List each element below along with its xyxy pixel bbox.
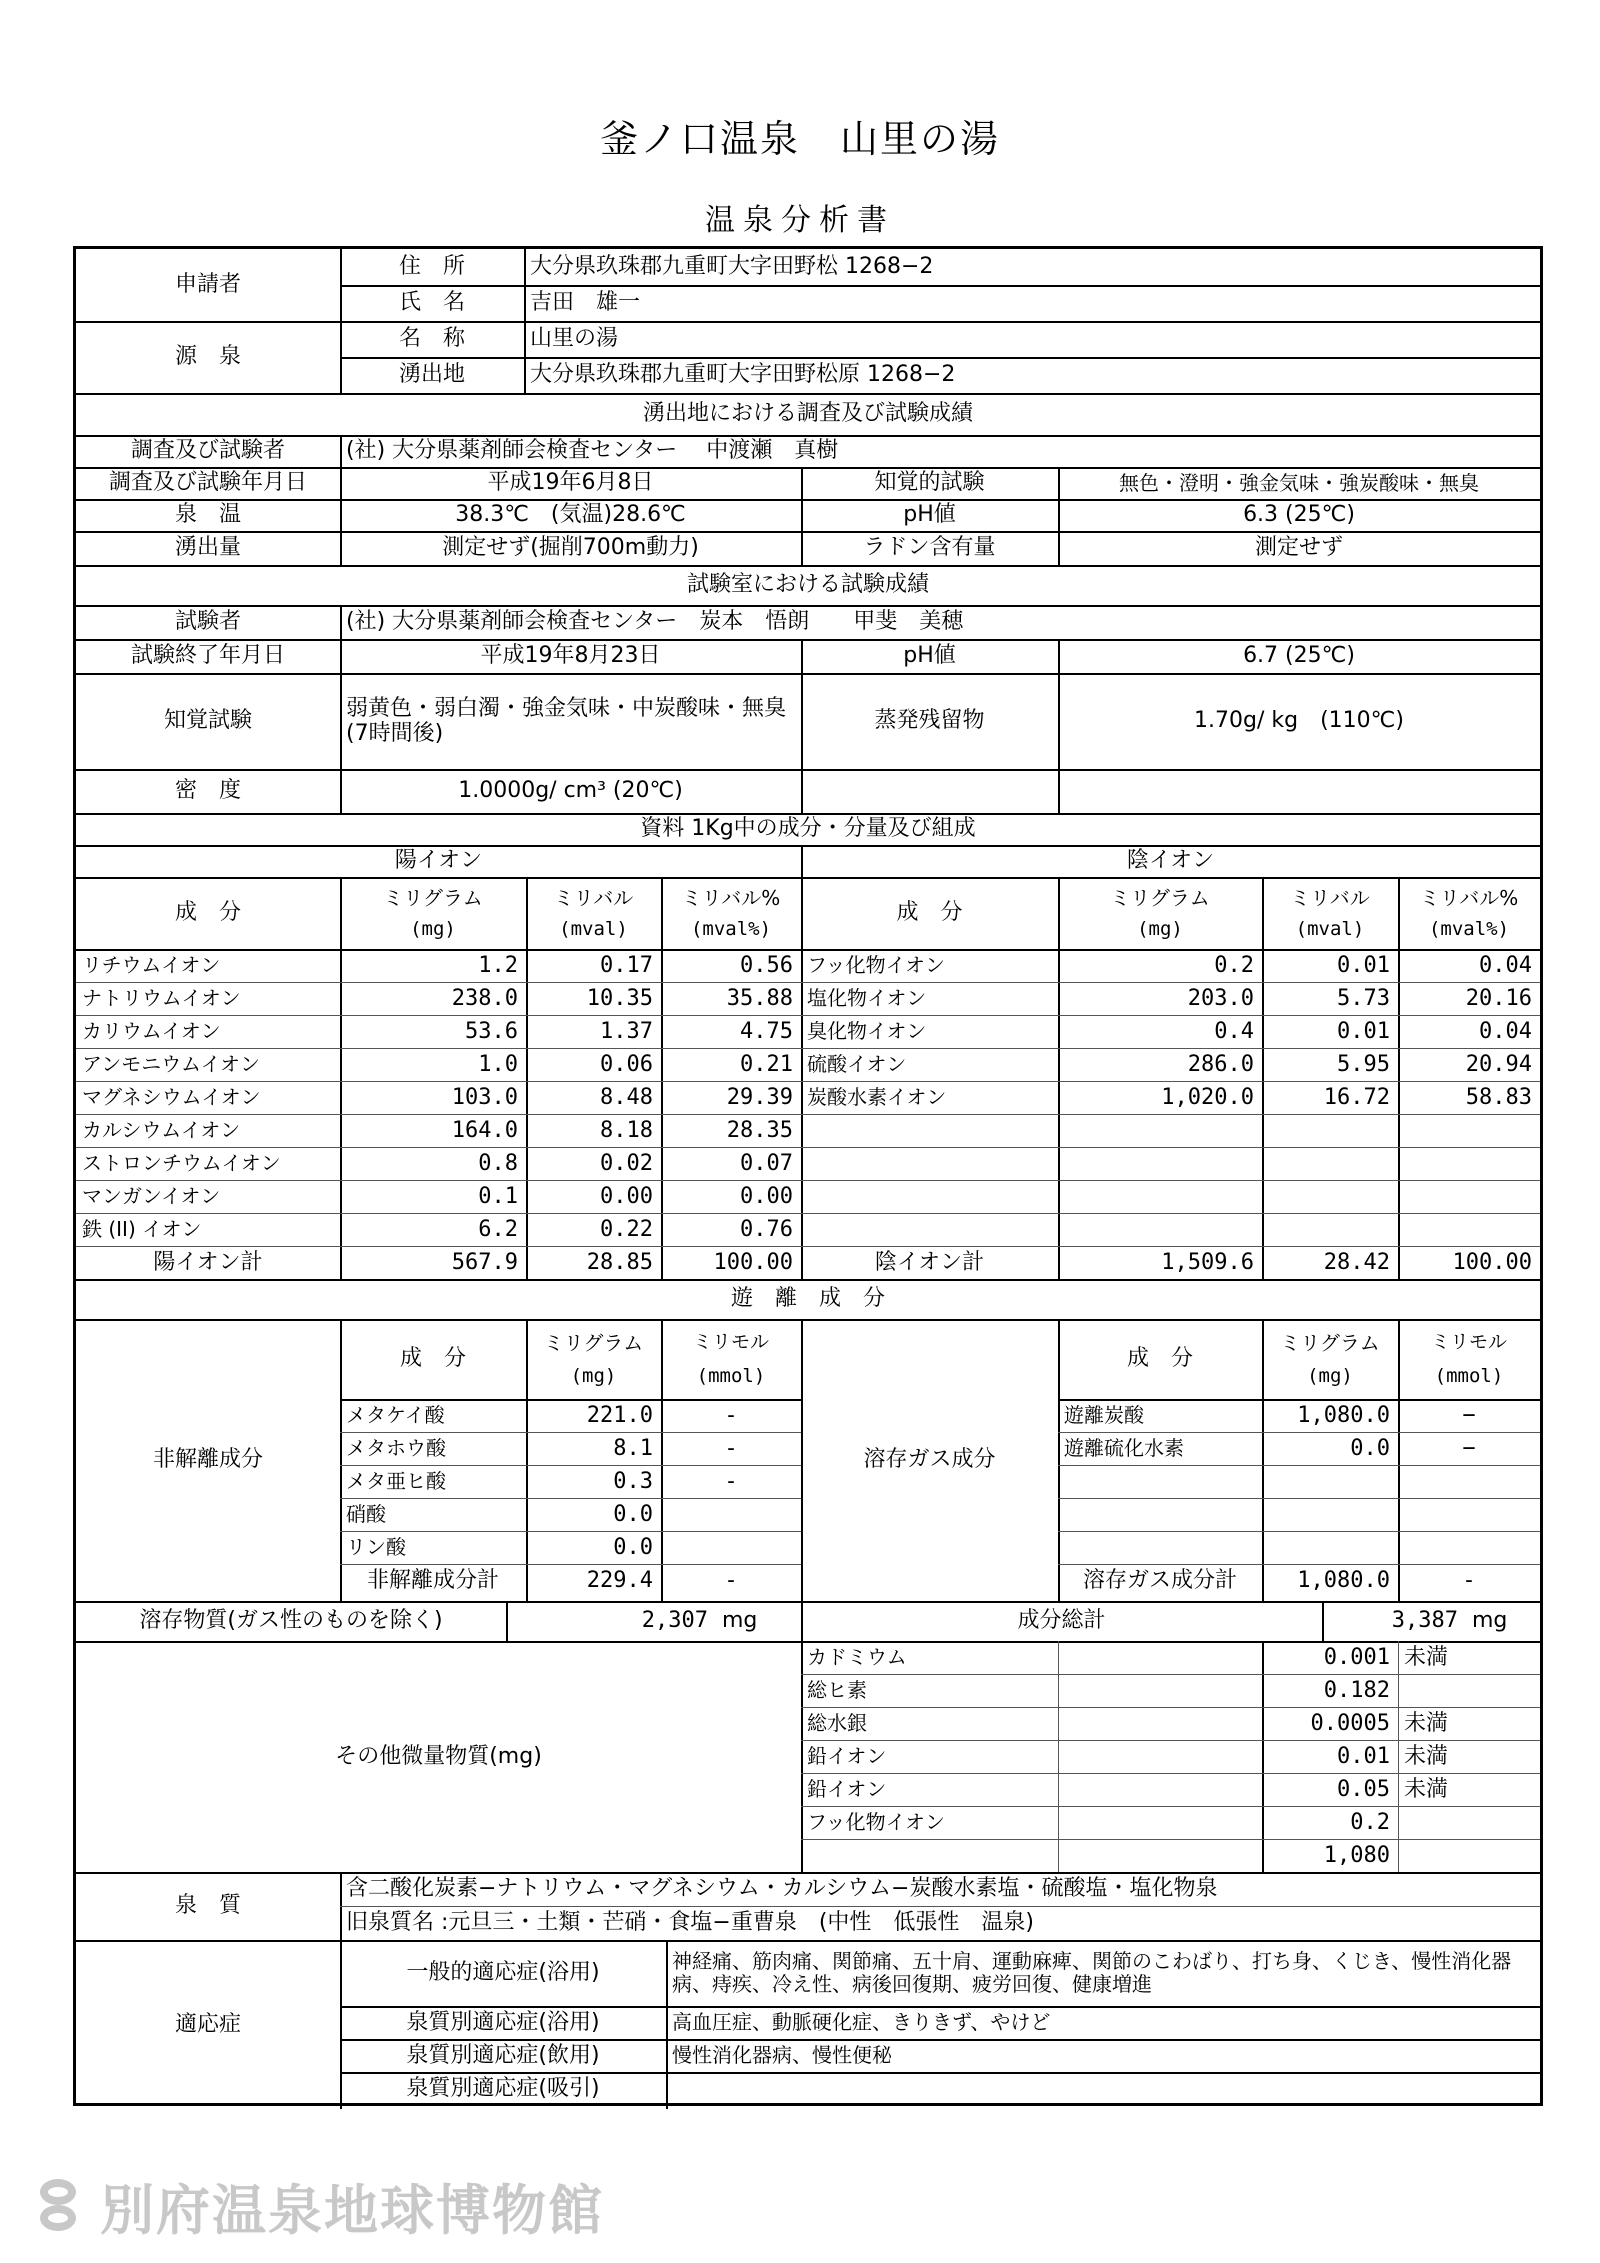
dissolved-solids-value: 2,307 <box>641 1608 708 1634</box>
ion-unit-header: ミリバル% <box>681 885 781 910</box>
cation-mg: 1.2 <box>478 952 518 978</box>
field-sense-value: 無色・澄明・強金気味・強炭酸味・無臭 <box>1119 470 1479 495</box>
lab-ph-label: pH値 <box>903 643 956 669</box>
document-subtitle: 温泉分析書 <box>705 203 895 238</box>
anion-mval: 5.73 <box>1337 985 1390 1011</box>
cation-title: 陽イオン <box>394 848 483 874</box>
field-examiner-value: (社) 大分県薬剤師会検査センター 中渡瀬 真樹 <box>346 438 839 464</box>
ion-unit-header: ミリグラム <box>383 885 483 910</box>
anion-mg: 203.0 <box>1187 985 1254 1011</box>
nondiss-mg: 0.3 <box>613 1468 653 1494</box>
anion-mval-percent: 20.94 <box>1465 1051 1532 1077</box>
spring-quality-line1: 含二酸化炭素−ナトリウム・マグネシウム・カルシウム−炭酸水素塩・硫酸塩・塩化物泉 <box>346 1876 1218 1902</box>
nondiss-name: メタケイ酸 <box>346 1403 445 1427</box>
cation-mg: 238.0 <box>451 985 518 1011</box>
gas-mmol: − <box>1462 1435 1476 1461</box>
source-location-label: 湧出地 <box>398 362 465 388</box>
gas-mg-unit: (mg) <box>1307 1365 1353 1388</box>
lab-section-title: 試験室における試験成績 <box>686 572 929 598</box>
anion-mg: 1,020.0 <box>1161 1084 1254 1110</box>
cation-mval: 0.06 <box>600 1051 653 1077</box>
nondiss-name: リン酸 <box>346 1535 406 1559</box>
trace-item-name <box>801 1839 1058 1872</box>
watermark-text: 別府温泉地球博物館 <box>100 2179 604 2242</box>
nondiss-mg: 0.0 <box>613 1501 653 1527</box>
cation-mval-percent: 0.21 <box>740 1051 793 1077</box>
gas-total-label: 溶存ガス成分計 <box>1082 1567 1237 1593</box>
name-label: 氏 名 <box>398 290 465 316</box>
field-temp-value: 38.3℃ (気温)28.6℃ <box>455 502 686 528</box>
field-ph-value: 6.3 (25℃) <box>1243 502 1355 528</box>
rule <box>1058 1498 1540 1499</box>
anion-mval: 28.42 <box>1323 1249 1390 1275</box>
indication-text: 神経痛、筋肉痛、関節痛、五十肩、運動麻痺、関節のこわばり、打ち身、くじき、慢性消化器病、痔疾、冷え性、病後回復期、疲労回復、健康増進 <box>672 1949 1512 1996</box>
cation-mval: 1.37 <box>600 1018 653 1044</box>
dissolved-gas-label: 溶存ガス成分 <box>863 1447 996 1473</box>
anion-component-header: 成 分 <box>896 900 963 926</box>
ion-unit-header: ミリバル <box>1290 885 1370 910</box>
lab-residue-label: 蒸発残留物 <box>874 708 985 734</box>
cation-mg: 0.1 <box>478 1183 518 1209</box>
cation-mval-percent: 0.76 <box>740 1216 793 1242</box>
field-sense-label: 知覚的試験 <box>874 470 985 496</box>
ion-unit-header: ミリグラム <box>1110 885 1210 910</box>
ion-unit-sub: (mg) <box>1137 918 1183 941</box>
indication-text <box>666 2072 1540 2106</box>
cation-mval-percent: 4.75 <box>740 1018 793 1044</box>
trace-item-note <box>1398 1674 1540 1707</box>
cation-name: マンガンイオン <box>82 1184 221 1208</box>
field-ph-label: pH値 <box>903 502 956 528</box>
anion-name: 炭酸水素イオン <box>807 1085 947 1109</box>
ion-unit-header: ミリバル <box>553 885 634 910</box>
anion-name: 臭化物イオン <box>807 1019 927 1043</box>
address-value: 大分県玖珠郡九重町大字田野松 1268−2 <box>530 254 934 280</box>
cation-mval: 10.35 <box>586 985 653 1011</box>
trace-item-name: 鉛イオン <box>807 1777 887 1801</box>
cation-mval-percent: 100.00 <box>713 1249 793 1275</box>
trace-item-value: 1,080 <box>1323 1842 1390 1868</box>
trace-item-note: 未満 <box>1404 1776 1449 1802</box>
spring-quality-label: 泉 質 <box>174 1893 241 1919</box>
anion-name: 硫酸イオン <box>807 1052 907 1076</box>
rule <box>1058 1641 1059 1872</box>
spring-quality-line2: 旧泉質名 :元旦三・土類・芒硝・食塩−重曹泉 (中性 低張性 温泉) <box>346 1910 1035 1936</box>
free-section-title: 遊 離 成 分 <box>730 1286 885 1312</box>
nondiss-mmol: - <box>724 1468 738 1494</box>
lab-sense-value: 弱黄色・弱白濁・強金気味・中炭酸味・無臭(7時間後) <box>346 695 787 746</box>
trace-item-name: カドミウム <box>807 1645 907 1669</box>
cation-mval-percent: 35.88 <box>726 985 793 1011</box>
cation-mg: 164.0 <box>451 1117 518 1143</box>
total-components-unit: mg <box>1472 1608 1508 1634</box>
anion-mval: 16.72 <box>1323 1084 1390 1110</box>
trace-item-value: 0.2 <box>1350 1809 1390 1835</box>
lab-residue-value: 1.70g/ kg (110℃) <box>1194 708 1404 734</box>
gas-mmol: − <box>1462 1402 1476 1428</box>
trace-item-note: 未満 <box>1404 1644 1449 1670</box>
anion-mval: 0.01 <box>1337 1018 1390 1044</box>
nondiss-name: 硝酸 <box>346 1502 386 1526</box>
total-components-value: 3,387 <box>1391 1608 1458 1634</box>
anion-mg: 0.2 <box>1214 952 1254 978</box>
lab-density-label: 密 度 <box>174 778 241 804</box>
cation-name: ナトリウムイオン <box>82 986 241 1010</box>
nondiss-mg: 229.4 <box>586 1567 653 1593</box>
cation-total-label: 陽イオン計 <box>153 1249 263 1275</box>
indication-type: 泉質別適応症(吸引) <box>406 2076 600 2102</box>
gas-mg: 1,080.0 <box>1297 1567 1390 1593</box>
field-flow-value: 測定せず(掘削700m動力) <box>442 535 699 561</box>
rule <box>1058 1465 1540 1466</box>
cation-mval: 0.22 <box>600 1216 653 1242</box>
trace-item-note <box>1398 1839 1540 1872</box>
indication-text: 慢性消化器病、慢性便秘 <box>672 2043 892 2067</box>
cation-mval-percent: 0.07 <box>740 1150 793 1176</box>
indication-type: 一般的適応症(浴用) <box>406 1960 600 1986</box>
cation-mval: 8.48 <box>600 1084 653 1110</box>
anion-mg: 1,509.6 <box>1161 1249 1254 1275</box>
lab-ph-value: 6.7 (25℃) <box>1243 643 1355 669</box>
indication-text: 高血圧症、動脈硬化症、きりきず、やけど <box>672 2010 1051 2034</box>
cation-mg: 0.8 <box>478 1150 518 1176</box>
nondissociated-label: 非解離成分 <box>152 1447 263 1473</box>
cation-mg: 567.9 <box>451 1249 518 1275</box>
trace-item-note <box>1398 1806 1540 1839</box>
gas-mg: 1,080.0 <box>1297 1402 1390 1428</box>
ion-unit-sub: (mval) <box>559 918 628 941</box>
nondiss-mmol <box>661 1531 801 1564</box>
dissolved-solids-label: 溶存物質(ガス性のものを除く) <box>139 1608 443 1634</box>
cation-name: カリウムイオン <box>82 1019 221 1043</box>
nondiss-mg: 8.1 <box>613 1435 653 1461</box>
nondiss-mmol-header: ミリモル <box>692 1331 769 1354</box>
ion-unit-sub: (mg) <box>410 918 456 941</box>
ion-unit-sub: (mval%) <box>690 918 772 941</box>
anion-name: 塩化物イオン <box>807 986 927 1010</box>
cation-name: ストロンチウムイオン <box>82 1151 281 1175</box>
cation-mg: 6.2 <box>478 1216 518 1242</box>
anion-mg: 0.4 <box>1214 1018 1254 1044</box>
nondiss-name: メタ亜ヒ酸 <box>346 1469 446 1493</box>
anion-mval-percent: 0.04 <box>1479 952 1532 978</box>
cation-name: カルシウムイオン <box>82 1118 241 1142</box>
cation-mg: 1.0 <box>478 1051 518 1077</box>
lab-examiner-label: 試験者 <box>174 609 241 635</box>
anion-mval-percent: 100.00 <box>1452 1249 1532 1275</box>
gas-name: 遊離硫化水素 <box>1064 1436 1184 1460</box>
gas-name: 遊離炭酸 <box>1064 1403 1144 1427</box>
address-label: 住 所 <box>398 254 465 280</box>
cation-name: リチウムイオン <box>82 953 221 977</box>
cation-mval-percent: 29.39 <box>726 1084 793 1110</box>
trace-item-value: 0.0005 <box>1310 1710 1390 1736</box>
trace-item-note: 未満 <box>1404 1710 1449 1736</box>
source-name-label: 名 称 <box>398 326 465 352</box>
museum-logo-icon <box>36 2177 80 2237</box>
gas-mmol-header: ミリモル <box>1430 1331 1507 1354</box>
cation-mval: 28.85 <box>586 1249 653 1275</box>
anion-total-label: 陰イオン計 <box>874 1249 985 1275</box>
nondiss-mmol: - <box>724 1435 738 1461</box>
anion-mval: 0.01 <box>1337 952 1390 978</box>
cation-mval-percent: 28.35 <box>726 1117 793 1143</box>
name-value: 吉田 雄一 <box>530 290 641 316</box>
gas-component-header: 成 分 <box>1126 1346 1193 1372</box>
cation-mg: 53.6 <box>465 1018 518 1044</box>
source-name-value: 山里の湯 <box>530 326 619 352</box>
cation-mval: 0.00 <box>600 1183 653 1209</box>
lab-date-value: 平成19年8月23日 <box>480 643 661 669</box>
trace-item-value: 0.001 <box>1323 1644 1390 1670</box>
cation-mval: 8.18 <box>600 1117 653 1143</box>
cation-name: マグネシウムイオン <box>82 1085 261 1109</box>
trace-item-name: フッ化物イオン <box>807 1810 945 1834</box>
field-flow-label: 湧出量 <box>174 535 241 561</box>
nondiss-name: メタホウ酸 <box>346 1436 446 1460</box>
field-radon-label: ラドン含有量 <box>863 535 996 561</box>
trace-item-name: 鉛イオン <box>807 1744 887 1768</box>
nondiss-mg: 0.0 <box>613 1534 653 1560</box>
cation-mval: 0.02 <box>600 1150 653 1176</box>
total-components-label: 成分総計 <box>1017 1608 1106 1634</box>
trace-item-name: 総水銀 <box>807 1711 867 1735</box>
museum-watermark <box>36 2168 604 2245</box>
trace-item-note: 未満 <box>1404 1743 1449 1769</box>
field-radon-value: 測定せず <box>1254 535 1343 561</box>
anion-mval-percent: 0.04 <box>1479 1018 1532 1044</box>
nondiss-mmol: - <box>724 1567 738 1593</box>
nondiss-mg: 221.0 <box>586 1402 653 1428</box>
cation-mg: 103.0 <box>451 1084 518 1110</box>
trace-item-name: 総ヒ素 <box>807 1678 867 1702</box>
ion-unit-header: ミリバル% <box>1419 885 1519 910</box>
nondiss-total-label: 非解離成分計 <box>366 1567 499 1593</box>
trace-substances-label: その他微量物質(mg) <box>335 1743 542 1769</box>
rule <box>1058 1531 1540 1532</box>
lab-examiner-value: (社) 大分県薬剤師会検査センター 炭本 悟朗 甲斐 美穂 <box>346 609 964 635</box>
applicant-label: 申請者 <box>174 272 241 298</box>
nondiss-mmol: - <box>724 1402 738 1428</box>
trace-item-value: 0.05 <box>1337 1776 1390 1802</box>
source-location-value: 大分県玖珠郡九重町大字田野松原 1268−2 <box>530 362 956 388</box>
lab-sense-label: 知覚試験 <box>163 708 252 734</box>
gas-mg: 0.0 <box>1350 1435 1390 1461</box>
nondiss-mg-header: ミリグラム <box>543 1330 644 1355</box>
gas-mg-header: ミリグラム <box>1280 1330 1380 1355</box>
indication-type: 泉質別適応症(浴用) <box>406 2009 600 2035</box>
cation-component-header: 成 分 <box>174 900 241 926</box>
ion-unit-sub: (mval) <box>1295 918 1365 941</box>
gas-mmol: - <box>1462 1567 1476 1593</box>
nondiss-mmol <box>661 1498 801 1531</box>
indication-type: 泉質別適応症(飲用) <box>406 2042 600 2068</box>
field-date-value: 平成19年6月8日 <box>487 470 654 496</box>
field-section-title: 湧出地における調査及び試験成績 <box>642 401 973 427</box>
anion-name: フッ化物イオン <box>807 953 945 977</box>
anion-mg: 286.0 <box>1187 1051 1254 1077</box>
gas-mmol-unit: (mmol) <box>1434 1365 1504 1388</box>
source-label: 源 泉 <box>174 344 241 370</box>
cation-mval-percent: 0.00 <box>740 1183 793 1209</box>
cation-name: アンモニウムイオン <box>82 1052 260 1076</box>
anion-title: 陰イオン <box>1126 848 1215 874</box>
cation-name: 鉄 (II) イオン <box>82 1217 202 1241</box>
anion-mval-percent: 20.16 <box>1465 985 1532 1011</box>
lab-date-label: 試験終了年月日 <box>130 643 285 669</box>
ion-unit-sub: (mval%) <box>1428 918 1510 941</box>
dissolved-solids-unit: mg <box>722 1608 758 1634</box>
anion-mval-percent: 58.83 <box>1465 1084 1532 1110</box>
ions-section-title: 資料 1Kg中の成分・分量及び組成 <box>640 816 976 842</box>
document-title: 釜ノ口温泉 山里の湯 <box>599 117 1000 161</box>
analysis-table <box>73 246 1543 2106</box>
field-date-label: 調査及び試験年月日 <box>108 470 307 496</box>
nondiss-component-header: 成 分 <box>399 1346 466 1372</box>
trace-item-value: 0.182 <box>1323 1677 1390 1703</box>
nondiss-mmol-unit: (mmol) <box>696 1365 766 1388</box>
field-temp-label: 泉 温 <box>174 502 241 528</box>
indications-label: 適応症 <box>174 2011 241 2037</box>
anion-mval: 5.95 <box>1337 1051 1390 1077</box>
cation-mval-percent: 0.56 <box>740 952 793 978</box>
lab-density-value: 1.0000g/ cm³ (20℃) <box>458 778 683 804</box>
cation-mval: 0.17 <box>600 952 653 978</box>
trace-item-value: 0.01 <box>1337 1743 1390 1769</box>
nondiss-mg-unit: (mg) <box>570 1365 617 1388</box>
field-examiner-label: 調査及び試験者 <box>130 438 285 464</box>
